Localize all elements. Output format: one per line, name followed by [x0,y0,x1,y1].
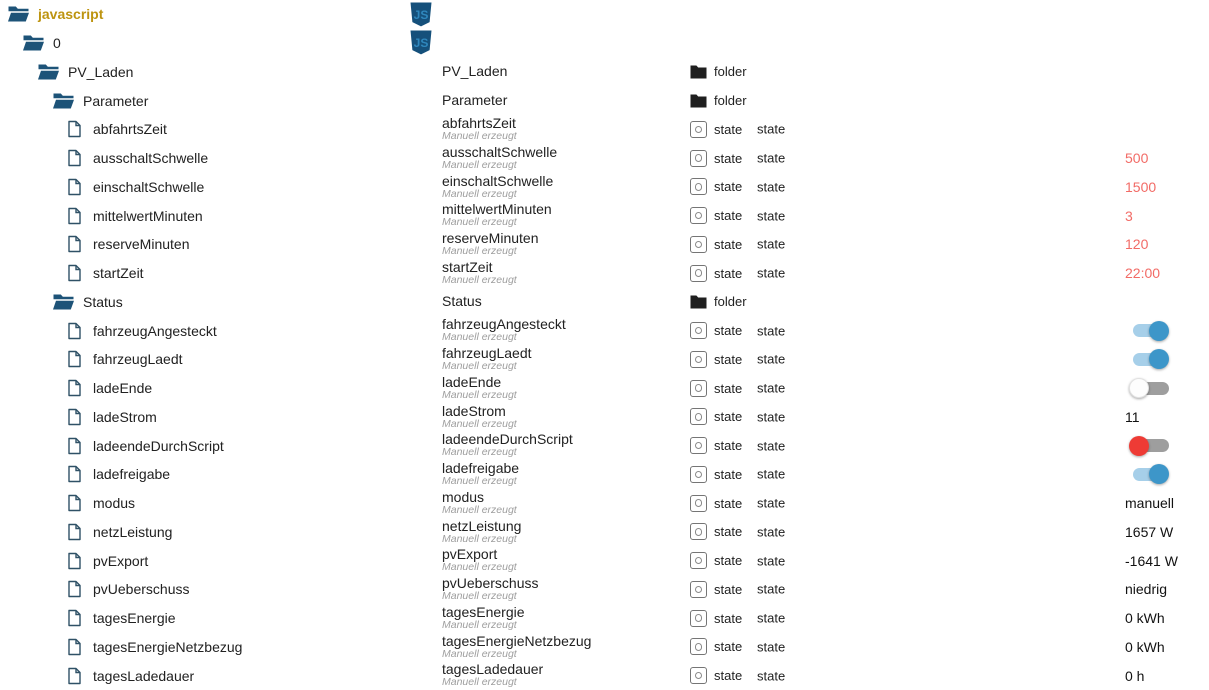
type-cell [690,86,747,115]
document-icon[interactable] [68,552,81,569]
object-row-ladeendeDurchScript[interactable] [0,431,1209,460]
name-cell [442,431,573,460]
name-cell [442,546,517,575]
object-name: PV_Laden [442,63,508,80]
value-toggle-alert[interactable] [1129,436,1169,456]
toggle-knob [1129,378,1149,398]
value-toggle-off[interactable] [1129,378,1169,398]
object-row-einschaltSchwelle[interactable] [0,173,1209,202]
state-badge-icon [690,552,707,569]
name-cell [442,144,557,173]
role-label: state [757,236,786,252]
document-icon[interactable] [68,638,81,655]
value-text[interactable]: 0 h [1125,667,1145,684]
object-row-Status[interactable] [0,288,1209,317]
type-cell [690,173,742,202]
document-icon[interactable] [68,437,81,454]
name-cell [442,489,517,518]
type-label: state [714,553,743,569]
svg-text:JS: JS [413,36,429,51]
tree-item-label[interactable]: fahrzeugAngesteckt [93,322,217,339]
name-cell [442,604,525,633]
type-cell [690,431,742,460]
state-badge-icon [690,236,707,253]
role-label: state [757,208,786,224]
type-cell [690,230,742,259]
state-badge-icon [690,638,707,655]
object-name: modus [442,488,485,505]
document-icon[interactable] [68,408,81,425]
object-name: netzLeistung [442,517,522,534]
name-cell [442,460,519,489]
object-name: pvExport [442,546,498,563]
role-label: state [757,466,786,482]
open-folder-icon[interactable] [38,64,59,80]
open-folder-icon[interactable] [23,35,44,51]
folder-icon [690,94,707,108]
object-name: tagesEnergieNetzbezug [442,632,592,649]
object-name: ladeEnde [442,373,502,390]
object-name: abfahrtsZeit [442,115,516,132]
name-cell [442,518,521,547]
object-name: ladeStrom [442,402,506,419]
type-label: state [714,610,743,626]
name-cell [442,173,553,202]
role-label: state [757,150,786,166]
role-label: state [757,438,786,454]
tree-item-label[interactable]: reserveMinuten [93,236,190,253]
role-label: state [757,668,786,684]
object-name: pvUeberschuss [442,575,539,592]
object-row-Parameter[interactable] [0,86,1209,115]
folder-icon [690,295,707,309]
object-name: reserveMinuten [442,230,539,247]
name-cell [442,345,532,374]
state-badge-icon [690,150,707,167]
value-text[interactable]: 0 kWh [1125,638,1165,655]
toggle-knob [1149,349,1169,369]
object-name-subtitle: Manuell erzeugt [442,216,517,229]
type-label: state [714,438,743,454]
object-name-subtitle: Manuell erzeugt [442,590,517,603]
tree-item-label[interactable]: ladeEnde [93,380,153,397]
object-row-netzLeistung[interactable] [0,518,1209,547]
object-row-tagesEnergie[interactable] [0,604,1209,633]
type-label: state [714,495,743,511]
object-name-subtitle: Manuell erzeugt [442,532,517,545]
object-name-subtitle: Manuell erzeugt [442,676,517,689]
object-name-subtitle: Manuell erzeugt [442,130,517,143]
object-row-mittelwertMinuten[interactable] [0,201,1209,230]
document-icon[interactable] [68,207,81,224]
document-icon[interactable] [68,150,81,167]
role-label: state [757,179,786,195]
document-icon[interactable] [68,523,81,540]
name-cell [442,86,507,115]
object-row-tagesLadedauer[interactable] [0,661,1209,690]
js-logo-icon [410,30,432,55]
type-cell [690,345,742,374]
open-folder-icon[interactable] [53,93,74,109]
document-icon[interactable] [68,667,81,684]
svg-text:JS: JS [413,7,429,22]
type-label: folder [714,294,747,310]
role-label: state [757,581,786,597]
role-label: state [757,265,786,281]
object-name-subtitle: Manuell erzeugt [442,273,517,286]
state-badge-icon [690,351,707,368]
js-logo-icon [410,2,432,27]
object-name: tagesLadedauer [442,661,544,678]
object-name: fahrzeugAngesteckt [442,316,566,333]
object-row-startZeit[interactable] [0,259,1209,288]
name-cell [442,201,552,230]
state-badge-icon [690,581,707,598]
object-name-subtitle: Manuell erzeugt [442,475,517,488]
object-name: ausschaltSchwelle [442,143,558,160]
tree-item-label[interactable]: pvUeberschuss [93,581,190,598]
document-icon[interactable] [68,495,81,512]
role-label: state [757,351,786,367]
type-cell [690,604,742,633]
role-label: state [757,121,786,137]
state-badge-icon [690,121,707,138]
value-toggle-on[interactable] [1129,349,1169,369]
name-cell [442,403,517,432]
type-cell [690,460,742,489]
state-badge-icon [690,178,707,195]
type-label: state [714,236,743,252]
type-cell [690,661,742,690]
state-badge-icon [690,667,707,684]
toggle-knob [1149,321,1169,341]
name-cell [442,288,482,317]
name-cell [442,661,543,690]
object-name: tagesEnergie [442,603,525,620]
name-cell [442,575,539,604]
role-label: state [757,524,786,540]
name-cell [442,230,539,259]
type-cell [690,546,742,575]
document-icon[interactable] [68,380,81,397]
tree-item-label[interactable]: mittelwertMinuten [93,207,203,224]
type-cell [690,403,742,432]
state-badge-icon [690,495,707,512]
type-label: state [714,150,743,166]
object-name-subtitle: Manuell erzeugt [442,561,517,574]
document-icon[interactable] [68,610,81,627]
type-cell [690,144,742,173]
state-badge-icon [690,265,707,282]
object-name: Parameter [442,92,508,109]
value-text[interactable]: 500 [1125,150,1149,167]
object-name-subtitle: Manuell erzeugt [442,446,517,459]
type-label: state [714,668,743,684]
type-cell [690,259,742,288]
role-label: state [757,610,786,626]
type-cell [690,115,742,144]
object-name-subtitle: Manuell erzeugt [442,503,517,516]
value-toggle-on[interactable] [1129,464,1169,484]
tree-item-label[interactable]: tagesLadedauer [93,667,195,684]
open-folder-icon[interactable] [8,6,29,22]
toggle-knob [1129,436,1149,456]
object-name: ladefreigabe [442,460,520,477]
object-row-abfahrtsZeit[interactable] [0,115,1209,144]
object-row-fahrzeugAngesteckt[interactable] [0,316,1209,345]
type-label: state [714,581,743,597]
object-name: fahrzeugLaedt [442,345,532,362]
tree-item-label[interactable]: tagesEnergieNetzbezug [93,638,243,655]
state-badge-icon [690,437,707,454]
object-row-tagesEnergieNetzbezug[interactable] [0,633,1209,662]
type-cell [690,201,742,230]
object-row-0[interactable] [0,29,1209,58]
document-icon[interactable] [68,178,81,195]
object-name: Status [442,293,482,310]
object-name-subtitle: Manuell erzeugt [442,417,517,430]
value-toggle-on[interactable] [1129,321,1169,341]
tree-item-label[interactable]: ladeStrom [93,408,157,425]
name-cell [442,259,517,288]
type-label: state [714,466,743,482]
tree-item-label[interactable]: fahrzeugLaedt [93,351,183,368]
object-row-javascript[interactable] [0,0,1209,29]
tree-item-label[interactable]: ausschaltSchwelle [93,150,209,167]
role-label: state [757,495,786,511]
tree-item-label[interactable]: pvExport [93,552,149,569]
type-cell [690,633,742,662]
role-label: state [757,553,786,569]
name-cell [442,316,566,345]
state-badge-icon [690,523,707,540]
tree-item-label[interactable]: netzLeistung [93,523,173,540]
role-label: state [757,323,786,339]
value-text[interactable]: 1657 W [1125,523,1174,540]
type-label: state [714,524,743,540]
value-text[interactable]: manuell [1125,495,1175,512]
object-row-reserveMinuten[interactable] [0,230,1209,259]
value-text[interactable]: niedrig [1125,581,1168,598]
role-label: state [757,380,786,396]
state-badge-icon [690,207,707,224]
type-label: state [714,208,743,224]
tree-item-label[interactable]: tagesEnergie [93,610,176,627]
type-cell [690,489,742,518]
state-badge-icon [690,408,707,425]
tree-item-label[interactable]: javascript [38,6,104,23]
object-row-pvUeberschuss[interactable] [0,575,1209,604]
tree-item-label[interactable]: ladeendeDurchScript [93,437,224,454]
value-text[interactable]: 22:00 [1125,265,1161,282]
state-badge-icon [690,610,707,627]
state-badge-icon [690,380,707,397]
name-cell [442,633,591,662]
value-text[interactable]: -1641 W [1125,552,1178,569]
document-icon[interactable] [68,265,81,282]
tree-item-label[interactable]: Status [83,293,123,310]
type-label: state [714,409,743,425]
type-cell [690,374,742,403]
type-label: folder [714,93,747,109]
type-label: folder [714,64,747,80]
object-row-PV_Laden[interactable] [0,58,1209,87]
value-text[interactable]: 11 [1125,408,1140,425]
document-icon[interactable] [68,581,81,598]
type-label: state [714,265,743,281]
value-text[interactable]: 1500 [1125,178,1157,195]
object-row-ladefreigabe[interactable] [0,460,1209,489]
object-name: mittelwertMinuten [442,201,552,218]
type-label: state [714,179,743,195]
toggle-knob [1149,464,1169,484]
value-text[interactable]: 120 [1125,236,1149,253]
object-name-subtitle: Manuell erzeugt [442,647,517,660]
tree-item-label[interactable]: PV_Laden [68,63,134,80]
object-name-subtitle: Manuell erzeugt [442,158,517,171]
value-text[interactable]: 0 kWh [1125,610,1165,627]
value-text[interactable]: 3 [1125,207,1133,224]
object-name-subtitle: Manuell erzeugt [442,360,517,373]
document-icon[interactable] [68,351,81,368]
type-label: state [714,639,743,655]
document-icon[interactable] [68,322,81,339]
tree-item-label[interactable]: startZeit [93,265,144,282]
type-cell [690,288,747,317]
type-cell [690,58,747,87]
tree-item-label[interactable]: ladefreigabe [93,466,171,483]
type-label: state [714,323,743,339]
role-label: state [757,409,786,425]
type-label: state [714,121,743,137]
object-row-ausschaltSchwelle[interactable] [0,144,1209,173]
document-icon[interactable] [68,466,81,483]
state-badge-icon [690,322,707,339]
type-cell [690,575,742,604]
object-row-modus[interactable] [0,489,1209,518]
object-row-fahrzeugLaedt[interactable] [0,345,1209,374]
object-row-ladeStrom[interactable] [0,403,1209,432]
object-row-pvExport[interactable] [0,546,1209,575]
tree-item-label[interactable]: einschaltSchwelle [93,178,205,195]
type-cell [690,518,742,547]
object-name-subtitle: Manuell erzeugt [442,331,517,344]
tree-item-label[interactable]: Parameter [83,92,149,109]
type-cell [690,316,742,345]
folder-icon [690,65,707,79]
object-name-subtitle: Manuell erzeugt [442,187,517,200]
object-name-subtitle: Manuell erzeugt [442,245,517,258]
state-badge-icon [690,466,707,483]
object-name: einschaltSchwelle [442,172,554,189]
object-name-subtitle: Manuell erzeugt [442,388,517,401]
name-cell [442,115,517,144]
role-label: state [757,639,786,655]
tree-item-label[interactable]: abfahrtsZeit [93,121,167,138]
open-folder-icon[interactable] [53,294,74,310]
tree-item-label[interactable]: modus [93,495,136,512]
object-name: startZeit [442,258,493,275]
type-label: state [714,380,743,396]
object-name: ladeendeDurchScript [442,431,573,448]
object-row-ladeEnde[interactable] [0,374,1209,403]
name-cell [442,58,507,87]
type-label: state [714,351,743,367]
name-cell [442,374,517,403]
object-name-subtitle: Manuell erzeugt [442,618,517,631]
document-icon[interactable] [68,236,81,253]
tree-item-label[interactable]: 0 [53,35,61,52]
document-icon[interactable] [68,121,81,138]
